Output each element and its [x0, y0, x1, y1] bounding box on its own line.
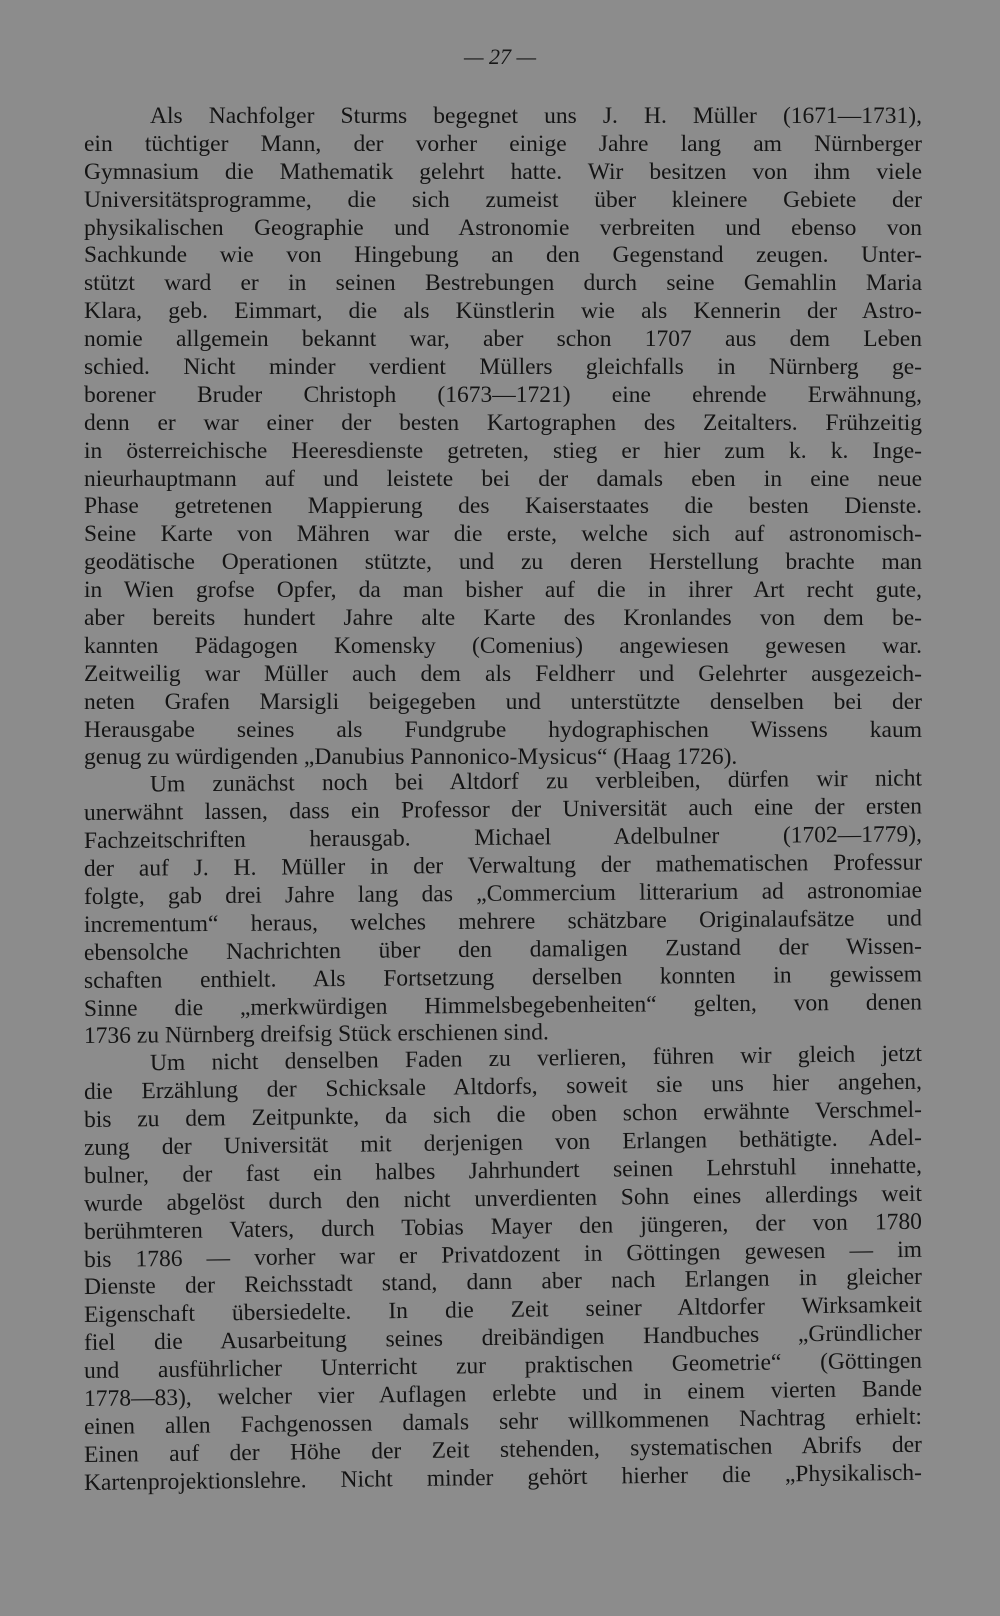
- text-line: der auf J. H. Müller in der Verwaltung der mathematischen Professur: [83, 849, 923, 883]
- text-line: bis zu dem Zeitpunkte, da sich die oben schon erwähnte Verschmel-: [83, 1096, 923, 1134]
- body-text: [84, 103, 922, 1498]
- text-line: denn er war einer der besten Kartographen des Zeitalters. Frühzeitig: [84, 409, 922, 436]
- page-number: — 27 —: [463, 44, 537, 69]
- text-line: zung der Universität mit derjenigen von Erlangen bethätigte. Adel-: [83, 1124, 923, 1161]
- text-line: und ausführlicher Unterricht zur praktischen Geometrie“ (Göttingen: [83, 1347, 923, 1385]
- text-line: neten Grafen Marsigli beigegeben und unterstützte denselben bei der: [84, 688, 922, 715]
- text-line: fiel die Ausarbeitung seines dreibändigen Handbuches „Gründlicher: [83, 1319, 923, 1357]
- text-line: die Erzählung der Schicksale Altdorfs, soweit sie uns hier angehen,: [83, 1068, 923, 1106]
- text-line: bis 1786 — vorher war er Privatdozent in Göttingen gewesen — im: [83, 1236, 923, 1273]
- text-line: Fachzeitschriften herausgab. Michael Adelbulner (1702—1779),: [83, 821, 923, 855]
- text-line: aber bereits hundert Jahre alte Karte des Kronlandes von dem be-: [84, 605, 922, 632]
- text-line: Einen auf der Höhe der Zeit stehenden, systematischen Abrifs der: [83, 1431, 923, 1468]
- text-line: borener Bruder Christoph (1673—1721) eine ehrende Erwähnung,: [84, 381, 922, 408]
- text-line: einen allen Fachgenossen damals sehr willkommenen Nachtrag erhielt:: [83, 1403, 923, 1440]
- text-line: 1778—83), welcher vier Auflagen erlebte und in einem vierten Bande: [83, 1375, 923, 1412]
- text-line: Dienste der Reichsstadt stand, dann aber nach Erlangen in gleicher: [83, 1264, 923, 1301]
- text-line: folgte, gab drei Jahre lang das „Commercium litterarium ad astronomiae: [83, 877, 923, 910]
- text-line: unerwähnt lassen, dass ein Professor der Universität auch eine der ersten: [83, 793, 923, 827]
- text-line: schied. Nicht minder verdient Müllers gleichfalls in Nürnberg ge-: [84, 354, 922, 381]
- text-line: Gymnasium die Mathematik gelehrt hatte. Wir besitzen von ihm viele: [84, 158, 922, 185]
- text-line: Phase getretenen Mappierung des Kaiserstaates die besten Dienste.: [84, 493, 922, 520]
- text-line: in Wien grofse Opfer, da man bisher auf die in ihrer Art recht gute,: [84, 577, 922, 604]
- text-line: Seine Karte von Mähren war die erste, welche sich auf astronomisch-: [84, 521, 922, 548]
- text-line: bulner, der fast ein halbes Jahrhundert seinen Lehrstuhl innehatte,: [83, 1152, 923, 1189]
- text-line: 1736 zu Nürnberg dreifsig Stück erschienen sind.: [83, 1019, 549, 1050]
- text-line: Klara, geb. Eimmart, die als Künstlerin wie als Kennerin der Astro-: [84, 298, 922, 325]
- text-line: Kartenprojektionslehre. Nicht minder gehört hierher die „Physikalisch-: [83, 1459, 923, 1496]
- text-line: Sinne die „merkwürdigen Himmelsbegebenheiten“ gelten, von denen: [83, 988, 923, 1022]
- text-line: kannten Pädagogen Komensky (Comenius) angewiesen gewesen war.: [84, 632, 922, 659]
- text-line: Als Nachfolger Sturms begegnet uns J. H. Müller (1671—1731),: [150, 103, 922, 129]
- text-line: berühmteren Vaters, durch Tobias Mayer den jüngeren, der von 1780: [83, 1208, 923, 1245]
- text-line: Eigenschaft übersiedelte. In die Zeit seiner Altdorfer Wirksamkeit: [83, 1292, 923, 1329]
- text-line: incrementum“ heraus, welches mehrere schätzbare Originalaufsätze und: [83, 905, 923, 938]
- text-line: stützt ward er in seinen Bestrebungen durch seine Gemahlin Maria: [84, 270, 922, 297]
- text-line: schaften enthielt. Als Fortsetzung derselben konnten in gewissem: [83, 961, 923, 994]
- text-line: nieurhauptmann auf und leistete bei der damals eben in eine neue: [84, 465, 922, 492]
- text-line: Um zunächst noch bei Altdorf zu verbleiben, dürfen wir nicht: [149, 765, 923, 798]
- text-line: wurde abgelöst durch den nicht unverdienten Sohn eines allerdings weit: [83, 1180, 923, 1217]
- text-line: genug zu würdigenden „Danubius Pannonico-Mysicus“ (Haag 1726).: [84, 744, 738, 771]
- text-line: Sachkunde wie von Hingebung an den Gegenstand zeugen. Unter-: [84, 242, 922, 269]
- text-line: Zeitweilig war Müller auch dem als Feldherr und Gelehrter ausgezeich-: [84, 660, 922, 687]
- text-line: physikalischen Geographie und Astronomie verbreiten und ebenso von: [84, 214, 922, 241]
- text-line: in österreichische Heeresdienste getreten, stieg er hier zum k. k. Inge-: [84, 437, 922, 464]
- text-line: Um nicht denselben Faden zu verlieren, führen wir gleich jetzt: [149, 1041, 923, 1077]
- text-line: ein tüchtiger Mann, der vorher einige Jahre lang am Nürnberger: [84, 130, 922, 157]
- text-line: nomie allgemein bekannt war, aber schon 1707 aus dem Leben: [84, 326, 922, 353]
- text-line: Herausgabe seines als Fundgrube hydographischen Wissens kaum: [84, 716, 922, 743]
- text-line: ebensolche Nachrichten über den damaligen Zustand der Wissen-: [83, 933, 923, 966]
- text-line: geodätische Operationen stützte, und zu deren Herstellung brachte man: [84, 549, 922, 576]
- text-line: Universitätsprogramme, die sich zumeist über kleinere Gebiete der: [84, 186, 922, 213]
